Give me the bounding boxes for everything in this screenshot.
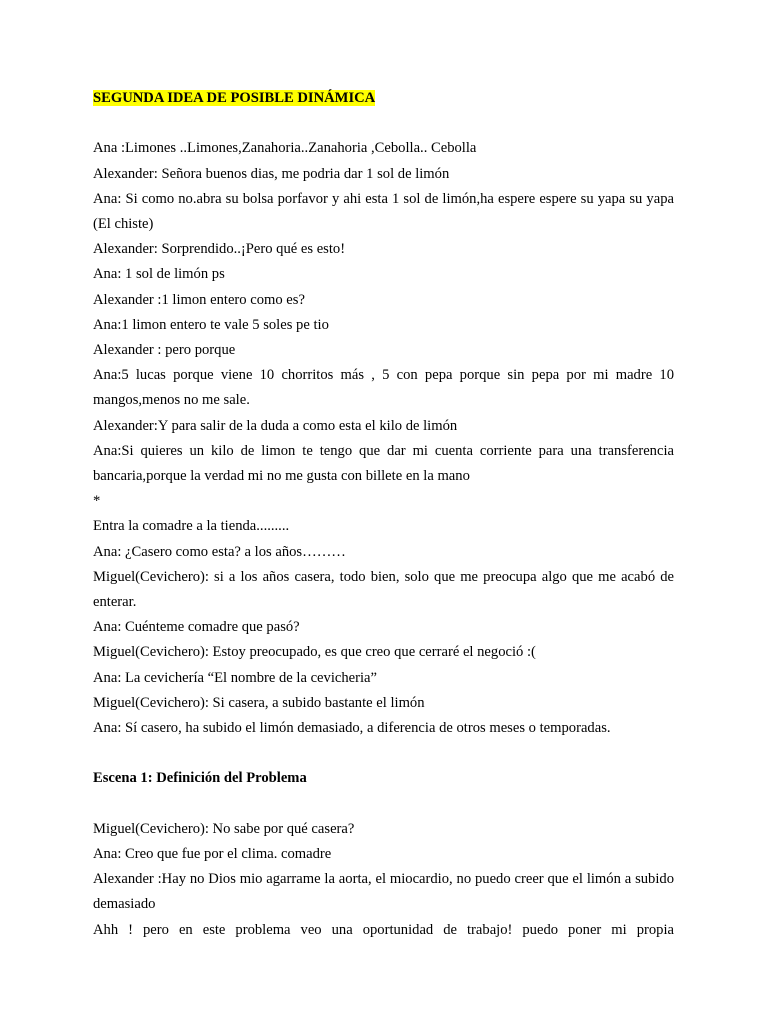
dialogue-line-9: Ana:5 lucas porque viene 10 chorritos más , 5 con pepa porque sin pepa por mi madre 10 mangos,menos no me sale. xyxy=(93,367,674,409)
dialogue-line-17: Miguel(Cevichero): Estoy preocupado, es que creo que cerraré el negoció :( xyxy=(93,644,536,661)
scene-line-3: Alexander :Hay no Dios mio agarrame la aorta, el miocardio, no puedo creer que el limón a subido demasiado xyxy=(93,871,674,913)
spacer xyxy=(93,792,674,817)
dialogue-block xyxy=(93,136,674,741)
title-highlight: SEGUNDA IDEA DE POSIBLE DINÁMICA xyxy=(93,90,376,106)
dialogue-line-1: Ana :Limones ..Limones,Zanahoria..Zanahoria ,Cebolla.. Cebolla xyxy=(93,140,477,157)
scene-line-4: Ahh ! pero en este problema veo una oportunidad de trabajo! puedo poner mi propia xyxy=(93,921,674,938)
dialogue-line-2: Alexander: Señora buenos dias, me podria dar 1 sol de limón xyxy=(93,165,450,182)
scene-line-1: Miguel(Cevichero): No sabe por qué casera? xyxy=(93,820,355,837)
scene-line-2: Ana: Creo que fue por el clima. comadre xyxy=(93,846,332,863)
dialogue-line-7: Ana:1 limon entero te vale 5 soles pe tio xyxy=(93,316,329,333)
dialogue-line-4: Alexander: Sorprendido..¡Pero qué es esto! xyxy=(93,241,346,258)
dialogue-line-20: Ana: Sí casero, ha subido el limón demasiado, a diferencia de otros meses o temporadas. xyxy=(93,720,611,737)
dialogue-line-8: Alexander : pero porque xyxy=(93,342,236,358)
scene-heading: Escena 1: Definición del Problema xyxy=(93,770,307,787)
dialogue-line-18: Ana: La cevichería “El nombre de la cevicheria” xyxy=(93,669,378,686)
dialogue-line-10: Alexander:Y para salir de la duda a como esta el kilo de limón xyxy=(93,417,458,434)
spacer xyxy=(93,741,674,766)
document-title xyxy=(93,86,674,111)
dialogue-line-16: Ana: Cuénteme comadre que pasó? xyxy=(93,619,300,636)
dialogue-line-12: * xyxy=(93,493,101,510)
document-page xyxy=(93,86,674,943)
dialogue-line-13: Entra la comadre a la tienda......... xyxy=(93,518,290,535)
dialogue-line-11: Ana:Si quieres un kilo de limon te tengo que dar mi cuenta corriente para una transferencia bancaria,porque la verdad mi no me gusta con billete en la mano xyxy=(93,442,674,485)
dialogue-line-19: Miguel(Cevichero): Si casera, a subido bastante el limón xyxy=(93,694,425,711)
dialogue-line-15: Miguel(Cevichero): si a los años casera, todo bien, solo que me preocupa algo que me acabó de enterar. xyxy=(93,568,674,611)
dialogue-line-5: Ana: 1 sol de limón ps xyxy=(93,266,225,283)
scene-block xyxy=(93,817,674,943)
dialogue-line-6: Alexander :1 limon entero como es? xyxy=(93,291,305,308)
spacer xyxy=(93,111,674,136)
dialogue-line-14: Ana: ¿Casero como esta? a los años……… xyxy=(93,543,346,560)
dialogue-line-3: Ana: Si como no.abra su bolsa porfavor y ahi esta 1 sol de limón,ha espere espere su yapa su yapa (El chiste) xyxy=(93,190,674,232)
